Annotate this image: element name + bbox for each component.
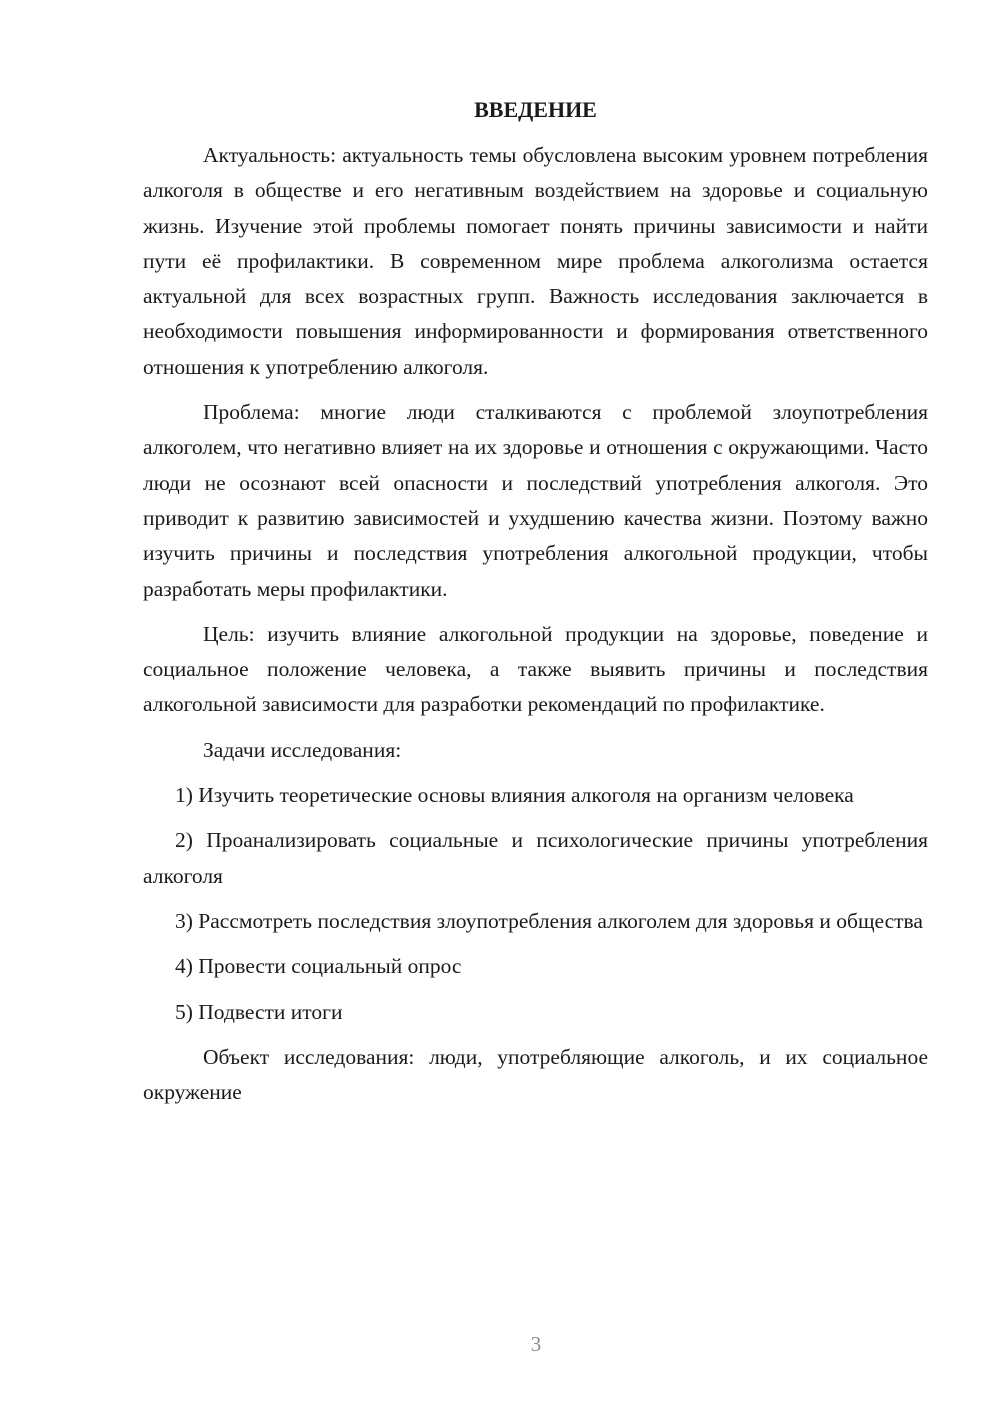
task-item: 2) Проанализировать социальные и психологические причины употребления алкоголя (143, 828, 928, 888)
section-heading: ВВЕДЕНИЕ (474, 97, 597, 122)
object-paragraph: Объект исследования: люди, употребляющие алкоголь, и их социальное окружение (143, 1044, 928, 1105)
page-content (143, 92, 928, 1120)
task-item: 1) Изучить теоретические основы влияния алкоголя на организм человека (175, 783, 854, 808)
tasks-title: Задачи исследования: (203, 737, 402, 762)
task-item: 5) Подвести итоги (175, 999, 343, 1024)
problem-paragraph: Проблема: многие люди сталкиваются с проблемой злоупотребления алкоголем, что негативно влияет на их здоровье и отношения с окружающими. Часто люди не осознают всей опасности и последствий употребления алкоголя. Это приводит к развитию зависимостей и ухудшению качества жизни. Поэтому важно изучить причины и последствия употребления алкогольной продукции, чтобы разработать меры профилактики. (143, 400, 928, 601)
goal-paragraph: Цель: изучить влияние алкогольной продукции на здоровье, поведение и социальное положение человека, а также выявить причины и последствия алкогольной зависимости для разработки рекомендаций по профилактике. (143, 621, 928, 717)
page-number: 3 (530, 1332, 542, 1356)
task-item: 3) Рассмотреть последствия злоупотребления алкоголем для здоровья и общества (175, 908, 923, 933)
task-item: 4) Провести социальный опрос (175, 954, 462, 979)
relevance-paragraph: Актуальность: актуальность темы обусловлена высоким уровнем потребления алкоголя в обществе и его негативным воздействием на здоровье и социальную жизнь. Изучение этой проблемы помогает понять причины зависимости и найти пути её профилактики. В современном мире проблема алкоголизма остается актуальной для всех возрастных групп. Важность исследования заключается в необходимости повышения информированности и формирования ответственного отношения к употреблению алкоголя. (143, 143, 928, 379)
